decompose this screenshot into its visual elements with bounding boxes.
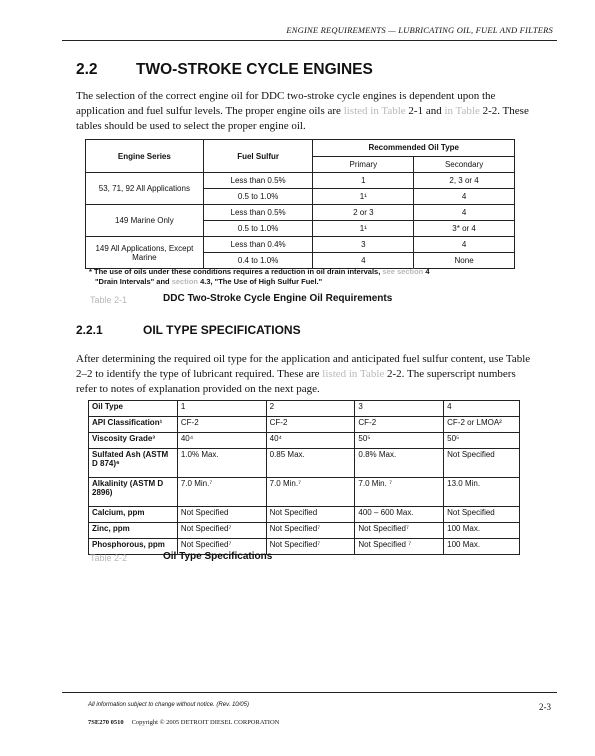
row-label: Zinc, ppm [89,523,178,539]
row-label: Sulfated Ash (ASTM D 874)⁶ [89,449,178,478]
document-code: 7SE270 0510 [88,719,124,726]
table-row [86,205,515,221]
row-label: API Classification¹ [89,417,178,433]
table-cell: CF-2 [355,417,444,433]
header-engine-series: Engine Series [86,140,204,173]
table-row [89,539,520,555]
header-oil-2: 2 [266,401,355,417]
footer-rule [62,692,557,693]
subsection-title: OIL TYPE SPECIFICATIONS [143,323,301,337]
table-cell: Not Specified⁷ [266,539,355,555]
engine-series-cell: 149 Marine Only [86,205,204,237]
table-2-1-caption: DDC Two-Stroke Cycle Engine Oil Requirements [163,293,393,304]
table-row [89,523,520,539]
table-cell: 100 Max. [444,523,520,539]
intro-text-1: The selection of the correct engine oil for DDC two-stroke cycle engines is dependent upon the application and fuel sulfur levels. The proper engine oils are [76,90,496,117]
table-2-1-link[interactable]: listed in Table [343,105,406,117]
secondary-cell: 3* or 4 [414,221,515,237]
primary-cell: 1¹ [313,189,414,205]
table-cell: 13.0 Min. [444,478,520,507]
header-oil-4: 4 [444,401,520,417]
header-primary: Primary [313,156,414,173]
header-oil-type: Oil Type [89,401,178,417]
table-row [89,507,520,523]
table-2-1-number: Table 2-1 [90,295,128,305]
header-secondary: Secondary [414,156,515,173]
footnote-section-link-1[interactable]: see section [382,267,424,276]
table-cell: 7.0 Min.⁷ [266,478,355,507]
table-cell: 7.0 Min. ⁷ [355,478,444,507]
header-oil-3: 3 [355,401,444,417]
table-cell: 0.8% Max. [355,449,444,478]
row-label: Phosphorous, ppm [89,539,178,555]
header-recommended-oil: Recommended Oil Type [313,140,515,157]
table-cell: CF-2 or LMOA² [444,417,520,433]
footnote-text-3: "Drain Intervals" and [95,277,172,286]
secondary-cell: 4 [414,189,515,205]
table-2-2-number: Table 2-2 [90,553,128,563]
fuel-sulfur-cell: 0.5 to 1.0% [203,189,313,205]
table-header-row [89,401,520,417]
footnote-text-4: 4.3, "The Use of High Sulfur Fuel." [197,277,323,286]
table-cell: 0.85 Max. [266,449,355,478]
para2-text-1: After determining the required oil type for the application and anticipated fuel sulfur content, use Table 2–2 to identify the type of lubricant required. These are [76,353,531,380]
copyright-notice: Copyright © 2005 DETROIT DIESEL CORPORATION [131,719,280,726]
primary-cell: 3 [313,237,414,253]
para2-text-2: 2-2. The superscript numbers refer to notes of explanation provided on the next page. [76,368,516,395]
footer-line [88,711,279,729]
oil-type-specifications-table [88,400,520,555]
footnote-section-link-2[interactable]: section [171,277,198,286]
primary-cell: 1 [313,173,414,189]
table-cell: 40⁴ [266,433,355,449]
table-row [89,433,520,449]
table-2-2-link[interactable]: in Table [444,105,480,117]
table-cell: 100 Max. [444,539,520,555]
fuel-sulfur-cell: Less than 0.4% [203,237,313,253]
footnote-text-1: * The use of oils under these conditions requires a reduction in oil drain intervals, [89,267,383,276]
running-header: ENGINE REQUIREMENTS — LUBRICATING OIL, FUEL AND FILTERS [286,25,553,35]
table-cell: Not Specified⁷ [266,523,355,539]
row-label: Calcium, ppm [89,507,178,523]
header-rule [62,40,557,41]
fuel-sulfur-cell: Less than 0.5% [203,173,313,189]
page-number: 2-3 [539,702,551,712]
table-cell: Not Specified [266,507,355,523]
table-cell: Not Specified⁷ [355,523,444,539]
table-cell: 400 – 600 Max. [355,507,444,523]
table-cell: 7.0 Min.⁷ [177,478,266,507]
primary-cell: 2 or 3 [313,205,414,221]
primary-cell: 4 [313,253,414,269]
engine-series-cell: 149 All Applications, Except Marine [86,237,204,269]
table-cell: Not Specified [444,507,520,523]
row-label: Viscosity Grade³ [89,433,178,449]
table-cell: CF-2 [177,417,266,433]
table-row [86,237,515,253]
table-row [86,173,515,189]
footer-notice: All information subject to change without notice. (Rev. 10/05) [88,702,249,708]
secondary-cell: None [414,253,515,269]
fuel-sulfur-cell: 0.4 to 1.0% [203,253,313,269]
header-oil-1: 1 [177,401,266,417]
section-number: 2.2 [76,61,98,78]
fuel-sulfur-cell: 0.5 to 1.0% [203,221,313,237]
table-footnote [89,267,430,287]
secondary-cell: 2, 3 or 4 [414,173,515,189]
table-cell: Not Specified⁷ [177,539,266,555]
table-row [89,449,520,478]
oil-requirements-table [85,139,515,269]
fuel-sulfur-cell: Less than 0.5% [203,205,313,221]
table-row [89,417,520,433]
secondary-cell: 4 [414,205,515,221]
table-2-2-link-2[interactable]: listed in Table [322,368,385,380]
table-cell: 1.0% Max. [177,449,266,478]
table-cell: 40⁴ [177,433,266,449]
oil-type-paragraph [76,352,538,397]
footnote-text-2: 4 [423,267,430,276]
intro-paragraph [76,89,534,134]
table-cell: Not Specified [177,507,266,523]
table-cell: CF-2 [266,417,355,433]
engine-series-cell: 53, 71, 92 All Applications [86,173,204,205]
table-cell: Not Specified⁷ [177,523,266,539]
section-title: TWO-STROKE CYCLE ENGINES [136,61,373,78]
intro-text-2: 2-1 and [405,105,445,117]
row-label: Alkalinity (ASTM D 2896) [89,478,178,507]
table-row [89,478,520,507]
subsection-number: 2.2.1 [76,323,103,337]
intro-text-3: 2-2. These tables should be used to select the proper engine oil. [76,105,529,132]
header-fuel-sulfur: Fuel Sulfur [203,140,313,173]
table-cell: 50⁵ [355,433,444,449]
secondary-cell: 4 [414,237,515,253]
table-cell: 50⁵ [444,433,520,449]
table-cell: Not Specified ⁷ [355,539,444,555]
table-2-2-caption: Oil Type Specifications [163,551,273,562]
table-cell: Not Specified [444,449,520,478]
primary-cell: 1¹ [313,221,414,237]
